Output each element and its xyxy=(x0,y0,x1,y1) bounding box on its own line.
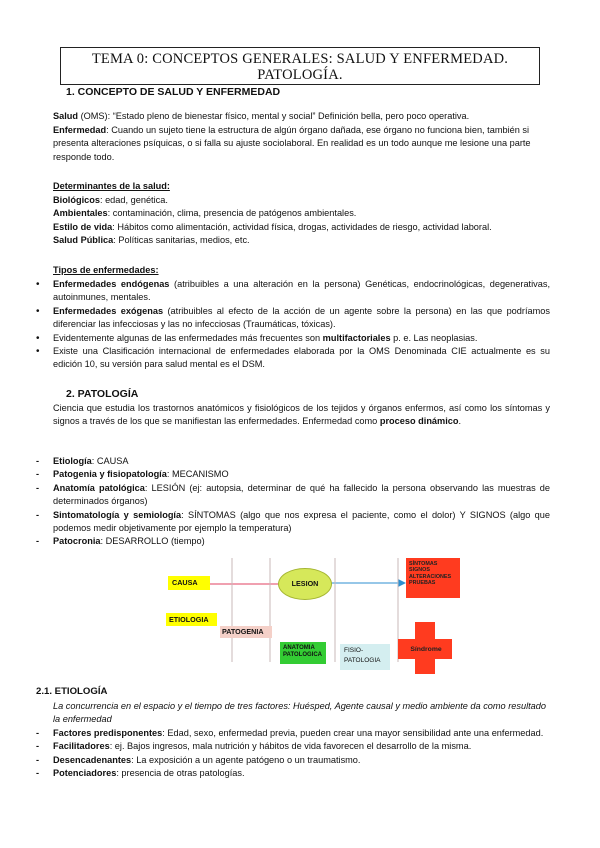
determinante-item xyxy=(53,194,550,207)
etiologia-list xyxy=(36,727,550,781)
item-text: : Edad, sexo, enfermedad previa, pueden crear una mayor sensibilidad ante una enfermedad. xyxy=(162,728,544,738)
etiologia-item xyxy=(36,727,550,740)
sindrome-cross xyxy=(398,622,452,674)
lesion-ellipse xyxy=(278,568,332,600)
salud-text: (OMS): “Estado pleno de bienestar físico, mental y social” Definición bella, pero poco operativa. xyxy=(78,111,470,121)
etiologia-item xyxy=(36,754,550,767)
lesion-label: LESION xyxy=(291,579,319,588)
item-term: Etiología xyxy=(53,456,92,466)
det-term: Estilo de vida xyxy=(53,221,113,232)
salud-definition xyxy=(53,110,550,123)
patologia-item xyxy=(36,509,550,536)
det-term: Salud Pública xyxy=(53,235,114,246)
section-2-heading: 2. PATOLOGÍA xyxy=(66,388,139,400)
sindrome-label: Síndrome xyxy=(410,646,442,653)
tipo-term: Enfermedades exógenas xyxy=(53,305,164,316)
determinantes-list xyxy=(53,194,550,248)
tipo-term: Enfermedades endógenas xyxy=(53,279,170,289)
tipo-text: Existe una Clasificación internacional de enfermedades elaborada por la OMS Denominada CIE actualmente es su edición 10, su versión para salud mental es el DSM. xyxy=(53,346,550,370)
patologia-item xyxy=(36,535,550,548)
item-text: : presencia de otras patologías. xyxy=(116,768,245,779)
item-text: : MECANISMO xyxy=(166,469,229,480)
patologia-item xyxy=(36,468,550,481)
item-term: Facilitadores xyxy=(53,741,110,752)
etiologia-box: ETIOLOGIA xyxy=(166,613,217,626)
tipo-item xyxy=(36,278,550,305)
det-text: : Políticas sanitarias, medios, etc. xyxy=(113,235,250,246)
item-term: Anatomía patológica xyxy=(53,482,145,493)
item-term: Potenciadores xyxy=(53,768,117,779)
tipo-text: (atribuibles a una alteración en la persona) Genéticas, endocrinológicas, degenerativas, autoinmunes, mentales. xyxy=(53,279,550,303)
enfermedad-definition xyxy=(53,124,550,164)
tipos-heading: Tipos de enfermedades: xyxy=(53,265,159,275)
patologia-diagram xyxy=(160,552,472,674)
sintomas-box: SÍNTOMAS SIGNOS ALTERACIONES PRUEBAS xyxy=(406,558,460,598)
determinante-item xyxy=(53,221,550,234)
patologia-list xyxy=(36,455,550,549)
item-text: : CAUSA xyxy=(91,456,129,466)
item-text: : ej. Bajos ingresos, mala nutrición y hábitos de vida favorecen el desarrollo de la misma. xyxy=(109,741,472,752)
item-term: Desencadenantes xyxy=(53,754,132,765)
determinantes-heading: Determinantes de la salud: xyxy=(53,181,170,191)
intro-end: . xyxy=(458,416,462,427)
item-text: : DESARROLLO (tiempo) xyxy=(100,536,205,547)
causa-box: CAUSA xyxy=(168,576,210,590)
item-term: Factores predisponentes xyxy=(53,728,163,738)
arrow-head xyxy=(398,579,406,587)
enfermedad-term: Enfermedad xyxy=(53,125,107,135)
salud-term: Salud xyxy=(53,111,79,121)
det-text: : Hábitos como alimentación, actividad física, drogas, actividades de riesgo, actividad laboral. xyxy=(112,221,492,232)
det-term: Ambientales xyxy=(53,208,108,219)
etiologia-item xyxy=(36,740,550,753)
tipos-list xyxy=(36,278,550,372)
anatomia-box: ANATOMIA PATOLOGICA xyxy=(280,642,326,664)
patologia-item xyxy=(36,455,550,468)
enfermedad-text: : Cuando un sujeto tiene la estructura de algún órgano dañada, ese órgano no funciona bien, también si presenta alteraciones psíquicas, o si falla su ajuste sociolaboral. En realidad es un todo aunque me lesione una parte responde todo. xyxy=(53,125,531,162)
det-text: : contaminación, clima, presencia de patógenos ambientales. xyxy=(107,208,357,219)
item-term: Patocronia xyxy=(53,536,101,547)
determinante-item xyxy=(53,207,550,220)
etiologia-intro xyxy=(53,700,550,727)
tipo-item xyxy=(36,305,550,332)
item-term: Sintomatología y semiología xyxy=(53,509,182,520)
tipo-term: multifactoriales xyxy=(322,332,391,343)
page-title: TEMA 0: CONCEPTOS GENERALES: SALUD Y ENFERMEDAD. PATOLOGÍA. xyxy=(60,47,540,85)
tipo-item xyxy=(36,332,550,345)
intro-text: Ciencia que estudia los trastornos anatómicos y fisiológicos de los tejidos y órganos enfermos, así como los síntomas y signos a través de los que se manifiestan las enfermedades. Enfermedad como xyxy=(53,403,550,427)
etiologia-item xyxy=(36,767,550,780)
tipo-text: Evidentemente algunas de las enfermedades más frecuentes son xyxy=(53,332,323,343)
fisiopatologia-box: FISIO- PATOLOGIA xyxy=(340,644,390,670)
item-text: : LESIÓN (ej: autopsia, determinar de qué ha fallecido la persona observando las muestras de determinados órganos) xyxy=(53,482,551,507)
tipo-text: (atribuibles al efecto de la acción de un agente sobre la persona) en las que podríamos diferenciar las infecciosas y las no infecciosas (Traumáticas, tóxicas). xyxy=(53,305,550,330)
item-term: Patogenia y fisiopatología xyxy=(53,469,167,480)
intro-term: proceso dinámico xyxy=(379,416,459,427)
tipo-text: p. e. Las neoplasias. xyxy=(390,332,478,343)
intro-italic: La concurrencia en el espacio y el tiempo de tres factores: Huésped, Agente causal y medio ambiente da como resultado la enfermedad xyxy=(53,701,547,725)
patogenia-box: PATOGENIA xyxy=(220,626,272,638)
det-text: : edad, genética. xyxy=(99,195,168,205)
patologia-item xyxy=(36,482,550,509)
section-21-heading: 2.1. ETIOLOGÍA xyxy=(36,686,108,697)
item-text: : SÍNTOMAS (algo que nos expresa el paciente, como el dolor) Y SIGNOS (algo que podemos medir objetivamente por ejemplo la temperatura) xyxy=(53,509,550,534)
det-term: Biológicos xyxy=(53,195,100,205)
item-text: : La exposición a un agente patógeno o un traumatismo. xyxy=(131,754,361,765)
determinante-item xyxy=(53,234,550,247)
patologia-intro xyxy=(53,402,550,429)
tipo-item xyxy=(36,345,550,372)
section-1-heading: 1. CONCEPTO DE SALUD Y ENFERMEDAD xyxy=(66,86,281,98)
